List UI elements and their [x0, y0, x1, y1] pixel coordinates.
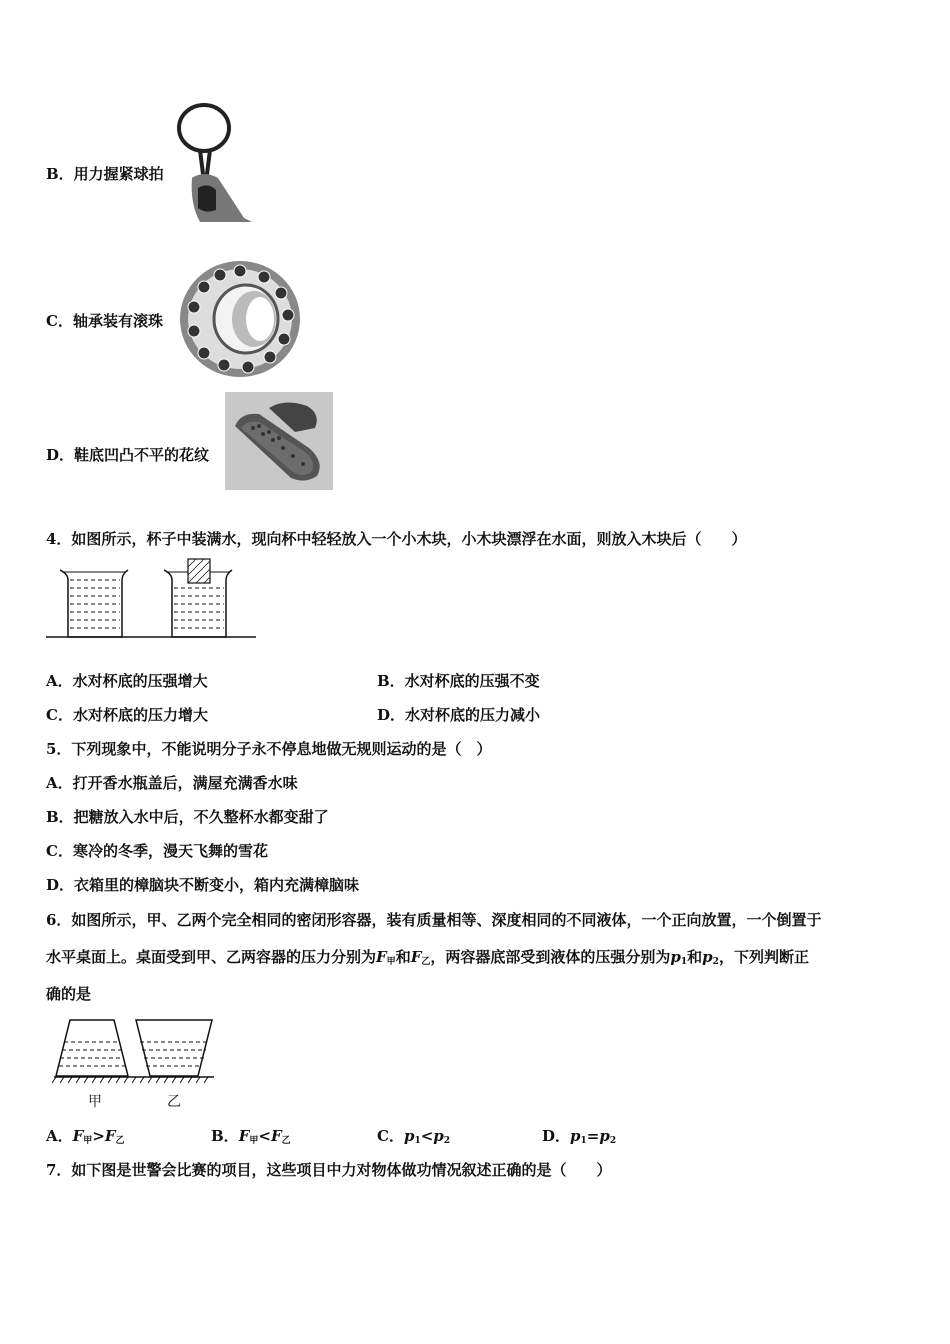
q4-option-a: A．水对杯底的压强增大: [46, 672, 208, 690]
q4-option-b: B．水对杯底的压强不变: [377, 672, 540, 690]
q7-stem: 7．如下图是世警会比赛的项目，这些项目中力对物体做功情况叙述正确的是（ ）: [46, 1161, 612, 1179]
q4-stem: 4．如图所示，杯子中装满水，现向杯中轻轻放入一个小木块，小木块漂浮在水面，则放入木块后（ ）: [46, 530, 747, 548]
q4-option-c: C．水对杯底的压力增大: [46, 706, 208, 724]
q6-stem-line3: 确的是: [46, 985, 92, 1003]
q6-option-b: B．$F_甲<F_乙$: [211, 1127, 291, 1146]
q5-option-d: D．衣箱里的樟脑块不断变小，箱内充满樟脑味: [46, 876, 360, 894]
q5-option-c: C．寒冷的冬季，漫天飞舞的雪花: [46, 842, 268, 860]
q3-option-b: B．用力握紧球拍: [46, 165, 164, 183]
q5-option-a: A．打开香水瓶盖后，满屋充满香水味: [46, 774, 298, 792]
ball-bearing-image: [176, 257, 304, 381]
q6-option-d: D．$p_1=p_2$: [542, 1127, 617, 1146]
q6-label-jia: 甲: [88, 1094, 102, 1110]
q5-stem: 5．下列现象中，不能说明分子永不停息地做无规则运动的是（ ）: [46, 740, 492, 758]
q6-label-yi: 乙: [167, 1094, 181, 1110]
q4-cups-diagram: [46, 556, 256, 642]
q4-option-d: D．水对杯底的压力减小: [377, 706, 541, 724]
q5-option-b: B．把糖放入水中后，不久整杯水都变甜了: [46, 808, 329, 826]
q6-containers-diagram: [48, 1014, 216, 1086]
q3-option-c: C．轴承装有滚珠: [46, 312, 163, 330]
q6-option-c: C．$p_1<p_2$: [377, 1127, 451, 1146]
racket-grip-image: [172, 100, 254, 224]
q3-option-d: D．鞋底凹凸不平的花纹: [46, 446, 210, 464]
q6-stem-line1: 6．如图所示，甲、乙两个完全相同的密闭形容器，装有质量相等、深度相同的不同液体，一个正向放置，一个倒置于: [46, 911, 822, 929]
shoe-sole-image: [225, 392, 333, 490]
q6-stem-line2: 水平桌面上。桌面受到甲、乙两容器的压力分别为$F_甲$和$F_乙$，两容器底部受到液体的压强分别为$p_1$和$p_2$，下列判断正: [46, 948, 809, 967]
q6-option-a: A．$F_甲>F_乙$: [46, 1127, 125, 1146]
